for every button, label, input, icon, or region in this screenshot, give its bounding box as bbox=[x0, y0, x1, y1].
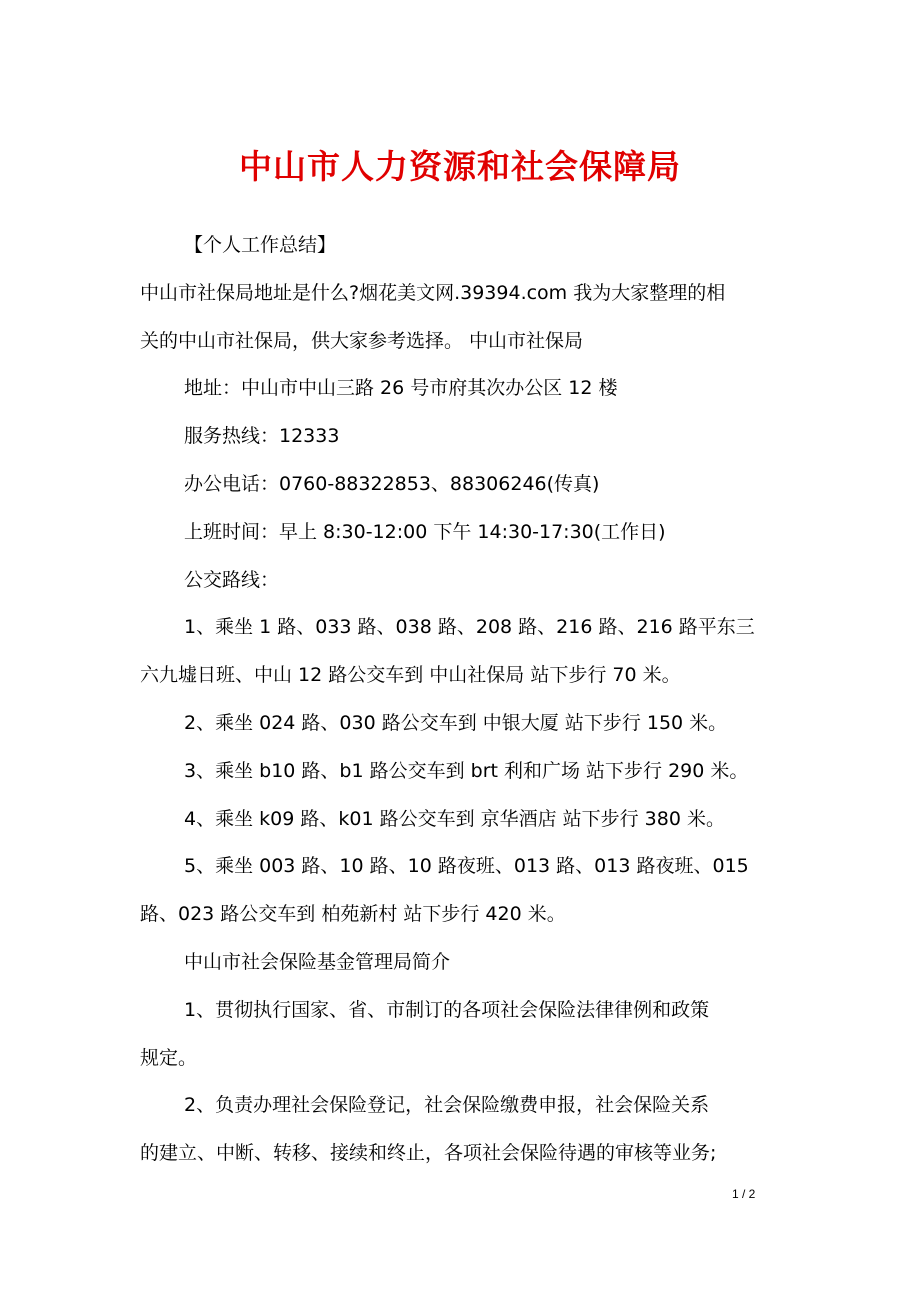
section-heading: 【个人工作总结】 bbox=[184, 234, 337, 256]
page-number: 1 / 2 bbox=[732, 1187, 756, 1201]
duty-item-continued: 的建立、中断、转移、接续和终止，各项社会保险待遇的审核等业务; bbox=[140, 1142, 717, 1165]
duty-item: 1、贯彻执行国家、省、市制订的各项社会保险法律律例和政策 bbox=[184, 998, 710, 1021]
paragraph-line: 关的中山市社保局，供大家参考选择。 中山市社保局 bbox=[140, 329, 584, 352]
bus-route-item-continued: 六九墟日班、中山 12 路公交车到 中山社保局 站下步行 70 米。 bbox=[140, 664, 681, 687]
paragraph-line: 中山市社保局地址是什么?烟花美文网.39394.com 我为大家整理的相 bbox=[140, 281, 726, 304]
office-hours-line: 上班时间：早上 8:30-12:00 下午 14:30-17:30(工作日) bbox=[184, 520, 666, 543]
intro-heading: 中山市社会保险基金管理局简介 bbox=[184, 950, 451, 973]
bus-route-item: 4、乘坐 k09 路、k01 路公交车到 京华酒店 站下步行 380 米。 bbox=[184, 807, 725, 830]
bus-route-item: 2、乘坐 024 路、030 路公交车到 中银大厦 站下步行 150 米。 bbox=[184, 711, 728, 734]
address-line: 地址：中山市中山三路 26 号市府其次办公区 12 楼 bbox=[184, 377, 618, 400]
bus-route-item: 3、乘坐 b10 路、b1 路公交车到 brt 利和广场 站下步行 290 米。 bbox=[184, 759, 749, 782]
bus-routes-heading: 公交路线： bbox=[184, 568, 280, 591]
document-title: 中山市人力资源和社会保障局 bbox=[239, 147, 681, 186]
duty-item-continued: 规定。 bbox=[140, 1046, 198, 1069]
hotline-line: 服务热线：12333 bbox=[184, 425, 340, 448]
bus-route-item: 1、乘坐 1 路、033 路、038 路、208 路、216 路、216 路平东三 bbox=[184, 616, 755, 639]
document-body bbox=[140, 222, 790, 1178]
duty-item: 2、负责办理社会保险登记，社会保险缴费申报，社会保险关系 bbox=[184, 1094, 710, 1117]
office-phone-line: 办公电话：0760-88322853、88306246(传真) bbox=[184, 472, 600, 495]
bus-route-item-continued: 路、023 路公交车到 柏苑新村 站下步行 420 米。 bbox=[140, 903, 566, 926]
bus-route-item: 5、乘坐 003 路、10 路、10 路夜班、013 路、013 路夜班、015 bbox=[184, 855, 749, 878]
